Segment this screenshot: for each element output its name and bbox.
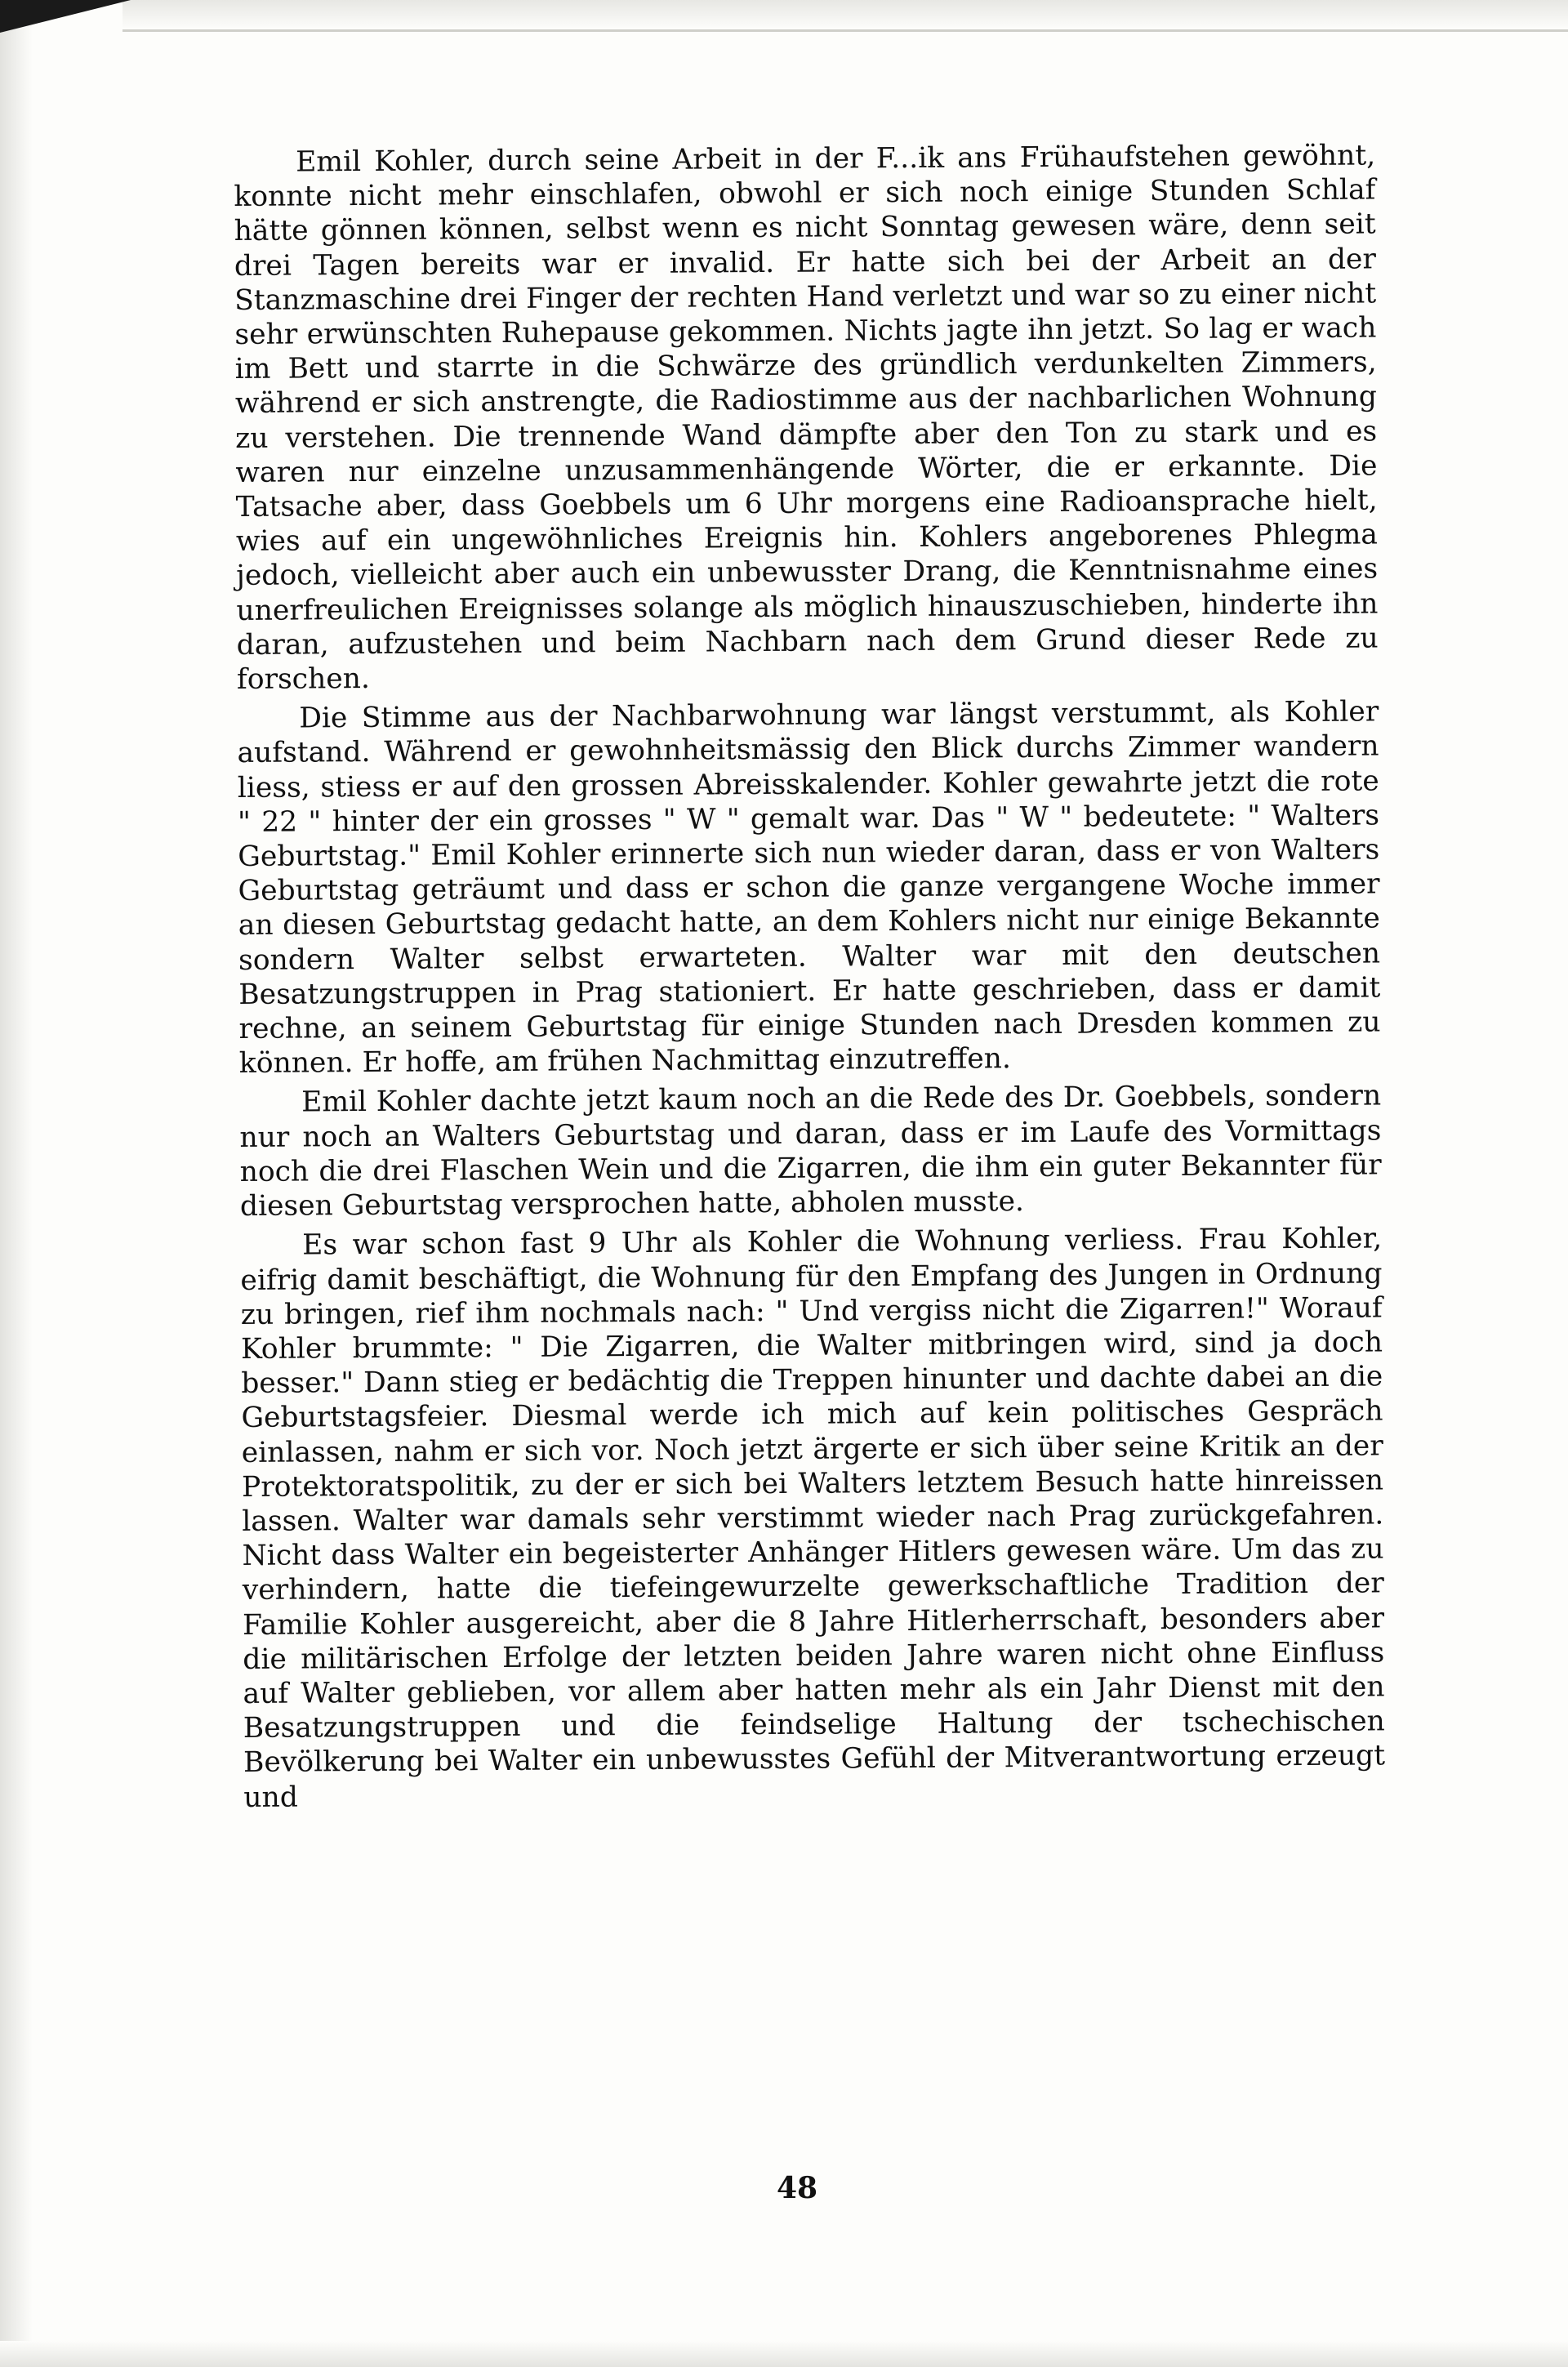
body-text (234, 138, 1385, 1819)
corner-shadow (0, 0, 131, 33)
paragraph: Die Stimme aus der Nachbarwohnung war längst verstummt, als Kohler aufstand. Während er gewohnheitsmässig den Blick durchs Zimmer wandern liess, stiess er auf den grossen Abreisskalender. Kohler gewahrte jetzt die rote " 22 " hinter der ein grosses " W " gemalt war. Das " W " bedeutete: " Walters Geburtstag." Emil Kohler erinnerte sich nun wieder daran, dass er von Walters Geburtstag geträumt und dass er schon die ganze vergangene Woche immer an diesen Geburtstag gedacht hatte, an dem Kohlers nicht nur einige Bekannte sondern Walter selbst erwarteten. Walter war mit den deutschen Besatzungstruppen in Prag stationiert. Er hatte geschrieben, dass er damit rechne, an seinem Geburtstag für einige Stunden nach Dresden kommen zu können. Er hoffe, am frühen Nachmittag einzutreffen. (237, 695, 1381, 1081)
page-left-edge (0, 0, 33, 2367)
page-top-edge (122, 0, 1568, 32)
paragraph: Emil Kohler dachte jetzt kaum noch an die Rede des Dr. Goebbels, sondern nur noch an Walters Geburtstag und daran, dass er im Laufe des Vormittags noch die drei Flaschen Wein und die Zigarren, die ihm ein guter Bekannter für diesen Geburtstag versprochen hatte, abholen musste. (239, 1079, 1382, 1224)
paragraph: Emil Kohler, durch seine Arbeit in der F...ik ans Frühaufstehen gewöhnt, konnte nicht mehr einschlafen, obwohl er sich noch einige Stunden Schlaf hätte gönnen können, selbst wenn es nicht Sonntag gewesen wäre, denn seit drei Tagen bereits war er invalid. Er hatte sich bei der Arbeit an der Stanzmaschine drei Finger der rechten Hand verletzt und war so zu einer nicht sehr erwünschten Ruhepause gekommen. Nichts jagte ihn jetzt. So lag er wach im Bett und starrte in die Schwärze des gründlich verdunkelten Zimmers, während er sich anstrengte, die Radiostimme aus der nachbarlichen Wohnung zu verstehen. Die trennende Wand dämpfte aber den Ton zu stark und es waren nur einzelne unzusammenhängende Wörter, die er erkannte. Die Tatsache aber, dass Goebbels um 6 Uhr morgens eine Radioansprache hielt, wies auf ein ungewöhnliches Ereignis hin. Kohlers angeborenes Phlegma jedoch, vielleicht aber auch ein unbewusster Drang, die Kenntnisnahme eines unerfreulichen Ereignisses solange als möglich hinauszuschieben, hinderte ihn daran, aufzustehen und beim Nachbarn nach dem Grund dieser Rede zu forschen. (234, 139, 1379, 697)
page-number: 48 (776, 2171, 818, 2205)
page-bottom-edge (0, 2341, 1568, 2367)
paragraph: Es war schon fast 9 Uhr als Kohler die Wohnung verliess. Frau Kohler, eifrig damit beschäftigt, die Wohnung für den Empfang des Jungen in Ordnung zu bringen, rief ihm nochmals nach: " Und vergiss nicht die Zigarren!" Worauf Kohler brummte: " Die Zigarren, die Walter mitbringen wird, sind ja doch besser." Dann stieg er bedächtig die Treppen hinunter und dachte dabei an die Geburtstagsfeier. Diesmal werde ich mich auf kein politisches Gespräch einlassen, nahm er sich vor. Noch jetzt ärgerte er sich über seine Kritik an der Protektoratspolitik, zu der er sich bei Walters letztem Besuch hatte hinreissen lassen. Walter war damals sehr verstimmt wieder nach Prag zurückgefahren. Nicht dass Walter ein begeisterter Anhänger Hitlers gewesen wäre. Um das zu verhindern, hatte die tiefeingewurzelte gewerkschaftliche Tradition der Familie Kohler ausgereicht, aber die 8 Jahre Hitlerherrschaft, besonders aber die militärischen Erfolge der letzten beiden Jahre waren nicht ohne Einfluss auf Walter geblieben, vor allem aber hatten mehr als ein Jahr Dienst mit den Besatzungstruppen und die feindselige Haltung der tschechischen Bevölkerung bei Walter ein unbewusstes Gefühl der Mitverantwortung erzeugt und (240, 1222, 1386, 1814)
